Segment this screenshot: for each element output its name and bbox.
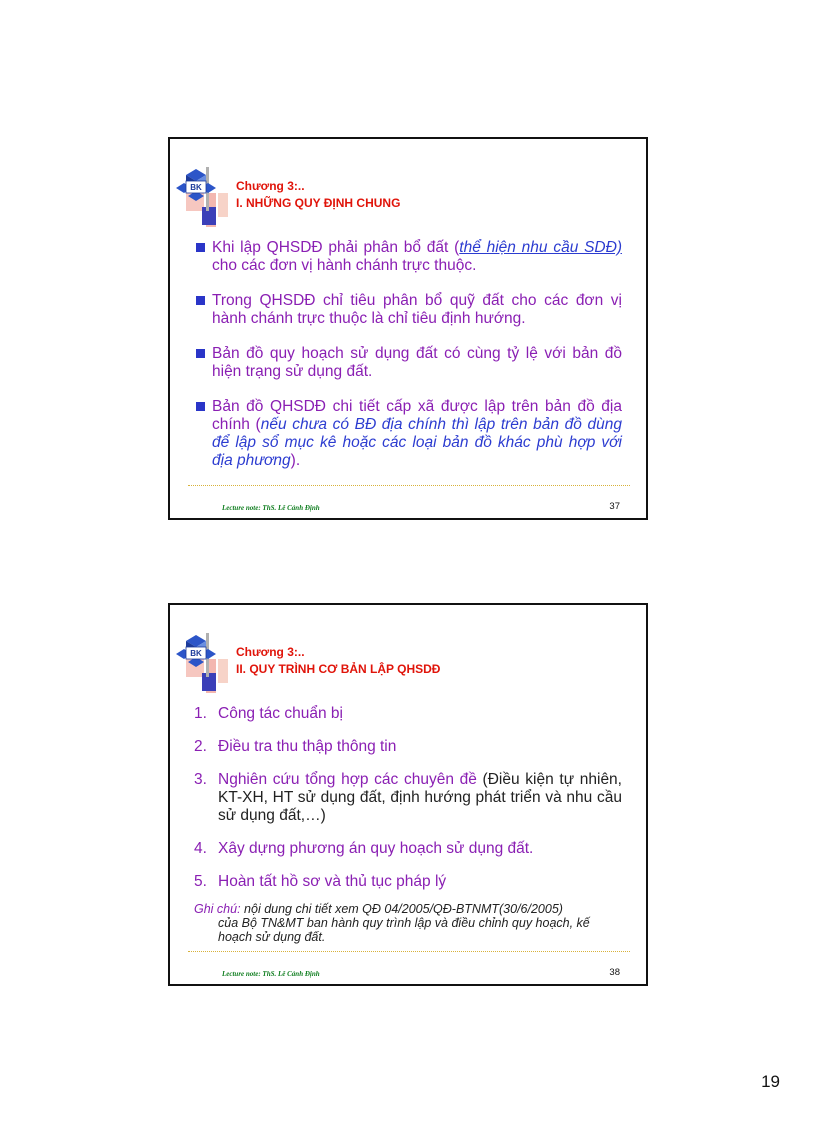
footer-divider xyxy=(188,485,630,486)
square-bullet-icon xyxy=(196,402,205,411)
numbered-item xyxy=(194,705,622,723)
bullet-emphasis: thể hiện nhu cầu SDĐ) xyxy=(459,239,622,256)
item-number: 4. xyxy=(194,840,207,857)
bullet-text-end: ). xyxy=(290,452,301,469)
bullet-text-end: cho các đơn vị hành chánh trực thuộc. xyxy=(212,257,477,274)
bullet-text: Khi lập QHSDĐ phải phân bổ đất ( xyxy=(212,239,460,256)
bullet-item xyxy=(194,398,622,470)
bullet-item xyxy=(194,345,622,381)
item-text: Hoàn tất hồ sơ và thủ tục pháp lý xyxy=(218,873,447,890)
numbered-item xyxy=(194,738,622,756)
note-label: Ghi chú: xyxy=(194,902,241,916)
square-bullet-icon xyxy=(196,349,205,358)
note-line: nội dung chi tiết xem QĐ 04/2005/QĐ-BTNMT(30/6/2005) xyxy=(240,902,563,916)
lecture-note-footer: Lecture note: ThS. Lê Cảnh Định xyxy=(222,970,320,978)
item-text: Điều tra thu thập thông tin xyxy=(218,738,397,755)
svg-text:BK: BK xyxy=(190,183,202,192)
footer-divider xyxy=(188,951,630,952)
section-title: I. NHỮNG QUY ĐỊNH CHUNG xyxy=(236,196,401,210)
item-number: 2. xyxy=(194,738,207,755)
numbered-item xyxy=(194,771,622,825)
bullet-item xyxy=(194,239,622,275)
slide-number: 37 xyxy=(609,501,620,512)
bullet-text: Trong QHSDĐ chỉ tiêu phân bổ quỹ đất cho các đơn vị hành chánh trực thuộc là chỉ tiêu định hướng. xyxy=(212,292,622,327)
item-number: 5. xyxy=(194,873,207,890)
slide-body xyxy=(194,239,622,487)
bullet-item xyxy=(194,292,622,328)
svg-text:BK: BK xyxy=(190,649,202,658)
chapter-title: Chương 3:.. xyxy=(236,179,305,193)
item-detail: (Điều kiện tự nhiên, KT-XH, HT sử dụng đất, định hướng phát triển và nhu cầu sử dụng đất,…) xyxy=(218,771,622,824)
bullet-emphasis: nếu chưa có BĐ địa chính thì lập trên bản đồ dùng để lập sổ mục kê hoặc các loại bản đồ khác phù hợp với địa phương xyxy=(212,416,623,469)
numbered-item xyxy=(194,873,622,891)
numbered-item xyxy=(194,840,622,858)
slide-37 xyxy=(168,137,648,520)
lecture-note-footer: Lecture note: ThS. Lê Cảnh Định xyxy=(222,504,320,512)
bullet-text: Bản đồ QHSDĐ chi tiết cấp xã được lập trên bản đồ địa chính ( xyxy=(212,398,622,433)
square-bullet-icon xyxy=(196,243,205,252)
square-bullet-icon xyxy=(196,296,205,305)
section-title: II. QUY TRÌNH CƠ BẢN LẬP QHSDĐ xyxy=(236,662,441,676)
item-number: 3. xyxy=(194,771,207,788)
bk-logo-icon xyxy=(176,629,236,695)
item-number: 1. xyxy=(194,705,207,722)
note-block xyxy=(194,902,622,944)
bk-logo-icon xyxy=(176,163,236,229)
note-continuation: của Bộ TN&MT ban hành quy trình lập và điều chỉnh quy hoạch, kế hoạch sử dụng đất. xyxy=(218,916,590,944)
page-number: 19 xyxy=(761,1072,780,1091)
chapter-title: Chương 3:.. xyxy=(236,645,305,659)
slide-number: 38 xyxy=(609,967,620,978)
item-text: Công tác chuẩn bị xyxy=(218,705,343,722)
item-text: Nghiên cứu tổng hợp các chuyên đề xyxy=(218,771,477,788)
item-text: Xây dựng phương án quy hoạch sử dụng đất. xyxy=(218,840,534,857)
slide-body xyxy=(194,705,622,944)
bullet-text: Bản đồ quy hoạch sử dụng đất có cùng tỷ lệ với bản đồ hiện trạng sử dụng đất. xyxy=(212,345,622,380)
slide-38 xyxy=(168,603,648,986)
